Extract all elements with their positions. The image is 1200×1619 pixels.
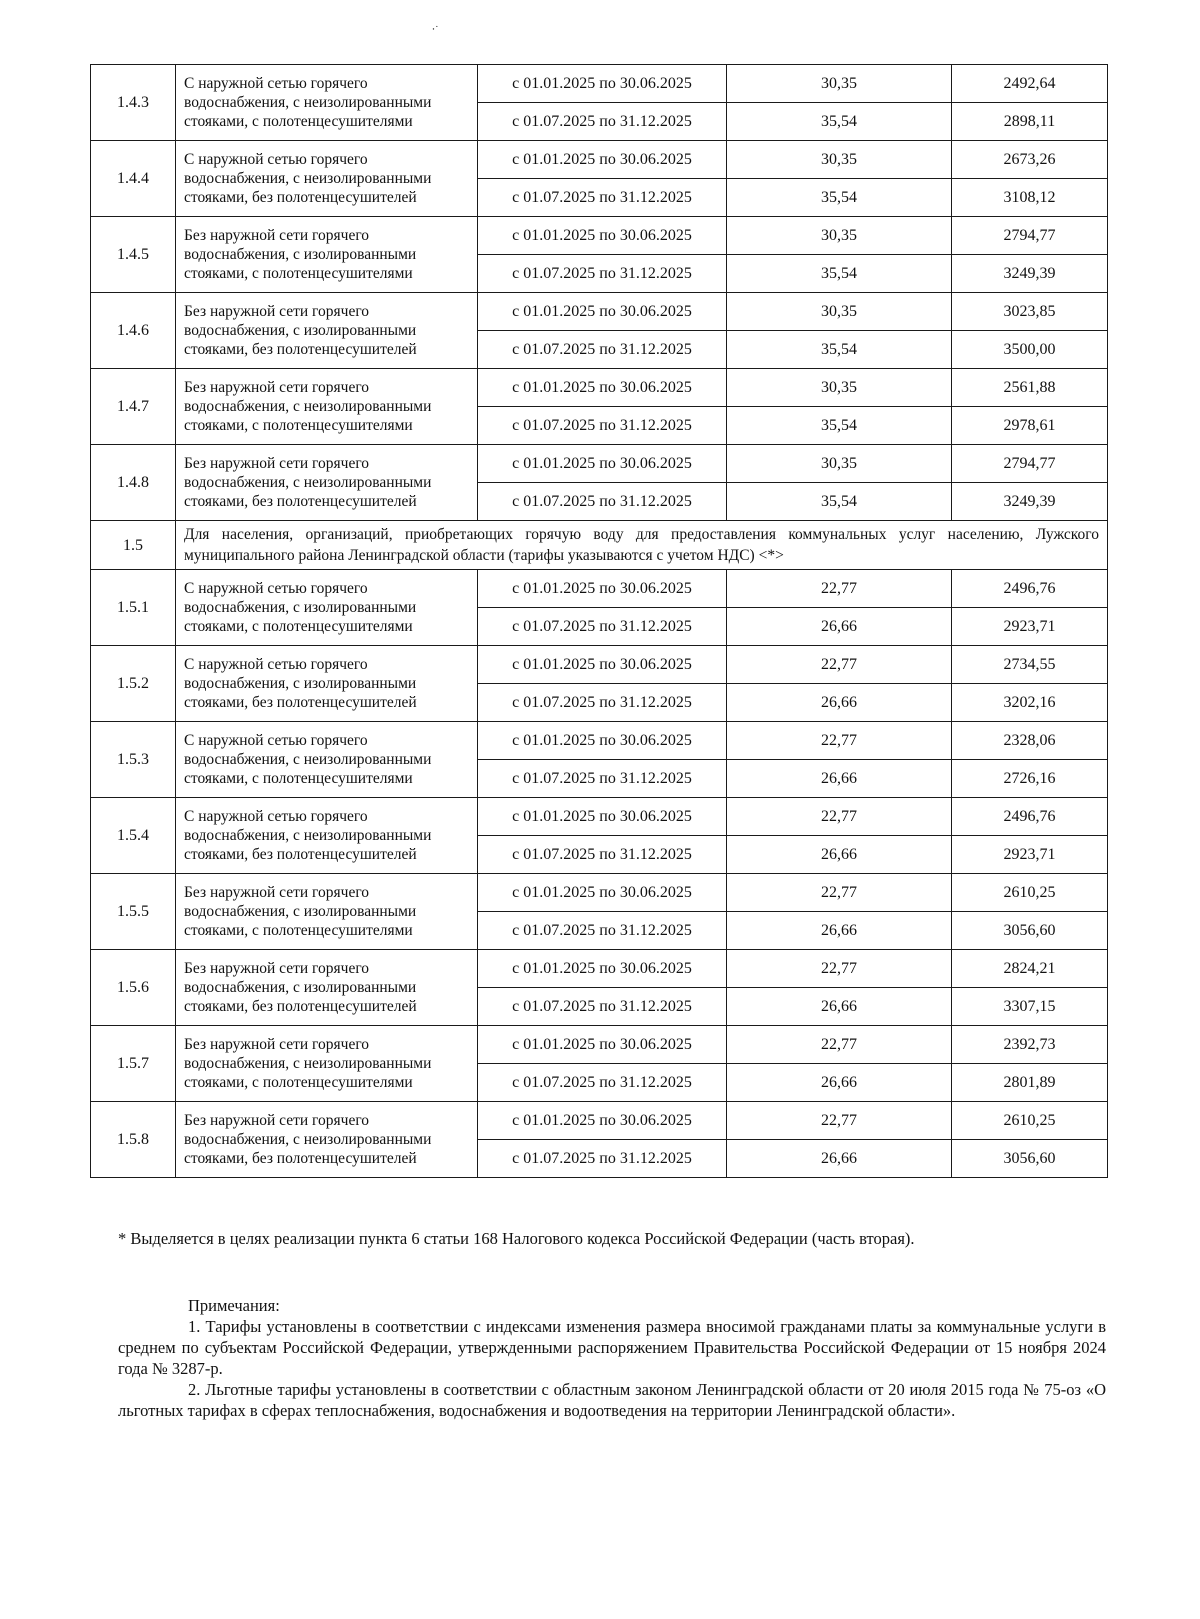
- row-description: Без наружной сети горячего водоснабжения, с изолированными стояками, с полотенцесушителями: [176, 217, 478, 293]
- tariff-value-cell: 22,77: [727, 1102, 952, 1140]
- section-row: [91, 521, 1108, 570]
- row-description: Без наружной сети горячего водоснабжения, с изолированными стояками, с полотенцесушителями: [176, 874, 478, 950]
- tariff-value-cell: 30,35: [727, 369, 952, 407]
- tariff-amount-cell: 2328,06: [952, 722, 1108, 760]
- tariff-value-cell: 30,35: [727, 445, 952, 483]
- row-number: 1.4.8: [91, 445, 176, 521]
- tariff-table: [90, 64, 1108, 1178]
- tariff-value-cell: 26,66: [727, 988, 952, 1026]
- period-cell: с 01.07.2025 по 31.12.2025: [478, 608, 727, 646]
- tariff-value-cell: 26,66: [727, 836, 952, 874]
- row-description: С наружной сетью горячего водоснабжения, с изолированными стояками, с полотенцесушителями: [176, 570, 478, 646]
- tariff-amount-cell: 3108,12: [952, 179, 1108, 217]
- tariff-value-cell: 22,77: [727, 646, 952, 684]
- row-number: 1.4.4: [91, 141, 176, 217]
- period-cell: с 01.07.2025 по 31.12.2025: [478, 988, 727, 1026]
- tariff-value-cell: 26,66: [727, 608, 952, 646]
- tariff-value-cell: 35,54: [727, 331, 952, 369]
- period-cell: с 01.07.2025 по 31.12.2025: [478, 331, 727, 369]
- period-cell: с 01.07.2025 по 31.12.2025: [478, 483, 727, 521]
- scan-mark: ⸱˙: [432, 24, 439, 36]
- period-cell: с 01.07.2025 по 31.12.2025: [478, 255, 727, 293]
- table-row: [91, 369, 1108, 407]
- row-description: С наружной сетью горячего водоснабжения, с неизолированными стояками, с полотенцесушителями: [176, 65, 478, 141]
- tariff-value-cell: 30,35: [727, 141, 952, 179]
- row-number: 1.5.7: [91, 1026, 176, 1102]
- table-row: [91, 722, 1108, 760]
- table-row: [91, 445, 1108, 483]
- tariff-amount-cell: 3249,39: [952, 483, 1108, 521]
- tariff-amount-cell: 2610,25: [952, 874, 1108, 912]
- table-row: [91, 950, 1108, 988]
- period-cell: с 01.01.2025 по 30.06.2025: [478, 874, 727, 912]
- period-cell: с 01.01.2025 по 30.06.2025: [478, 217, 727, 255]
- row-number: 1.5.6: [91, 950, 176, 1026]
- tariff-value-cell: 26,66: [727, 1064, 952, 1102]
- tariff-amount-cell: 2496,76: [952, 570, 1108, 608]
- tariff-amount-cell: 2726,16: [952, 760, 1108, 798]
- notes-block: [118, 1295, 1106, 1421]
- period-cell: с 01.01.2025 по 30.06.2025: [478, 646, 727, 684]
- section-title: Для населения, организаций, приобретающих горячую воду для предоставления коммунальных услуг населению, Лужского муниципального района Ленинградской области (тарифы указываются с учетом НДС) <*>: [176, 521, 1108, 570]
- period-cell: с 01.01.2025 по 30.06.2025: [478, 798, 727, 836]
- tariff-amount-cell: 2561,88: [952, 369, 1108, 407]
- tariff-amount-cell: 3500,00: [952, 331, 1108, 369]
- tariff-value-cell: 35,54: [727, 407, 952, 445]
- notes-heading: Примечания:: [188, 1296, 280, 1315]
- period-cell: с 01.07.2025 по 31.12.2025: [478, 684, 727, 722]
- table-row: [91, 646, 1108, 684]
- tariff-amount-cell: 2801,89: [952, 1064, 1108, 1102]
- period-cell: с 01.01.2025 по 30.06.2025: [478, 65, 727, 103]
- tariff-table-body-1-5: [91, 570, 1108, 1178]
- table-row: [91, 570, 1108, 608]
- tariff-value-cell: 22,77: [727, 950, 952, 988]
- row-number: 1.5.8: [91, 1102, 176, 1178]
- tariff-amount-cell: 2898,11: [952, 103, 1108, 141]
- tariff-amount-cell: 2824,21: [952, 950, 1108, 988]
- table-row: [91, 141, 1108, 179]
- table-row: [91, 798, 1108, 836]
- tariff-value-cell: 22,77: [727, 1026, 952, 1064]
- period-cell: с 01.07.2025 по 31.12.2025: [478, 760, 727, 798]
- tariff-amount-cell: 2610,25: [952, 1102, 1108, 1140]
- tariff-value-cell: 26,66: [727, 684, 952, 722]
- note-item-1: 1. Тарифы установлены в соответствии с индексами изменения размера вносимой гражданами платы за коммунальные услуги в среднем по субъектам Российской Федерации, утвержденными распоряжением Правительства Российской Федерации от 15 ноября 2024 года № 3287-р.: [118, 1317, 1106, 1378]
- tariff-table-body-1-4: [91, 65, 1108, 521]
- row-number: 1.5.1: [91, 570, 176, 646]
- tariff-amount-cell: 2794,77: [952, 445, 1108, 483]
- tariff-value-cell: 26,66: [727, 1140, 952, 1178]
- tariff-amount-cell: 3023,85: [952, 293, 1108, 331]
- period-cell: с 01.01.2025 по 30.06.2025: [478, 445, 727, 483]
- row-number: 1.4.5: [91, 217, 176, 293]
- tariff-amount-cell: 2734,55: [952, 646, 1108, 684]
- row-number: 1.4.7: [91, 369, 176, 445]
- period-cell: с 01.01.2025 по 30.06.2025: [478, 1026, 727, 1064]
- table-row: [91, 1102, 1108, 1140]
- row-description: Без наружной сети горячего водоснабжения, с неизолированными стояками, с полотенцесушителями: [176, 1026, 478, 1102]
- period-cell: с 01.07.2025 по 31.12.2025: [478, 179, 727, 217]
- period-cell: с 01.07.2025 по 31.12.2025: [478, 836, 727, 874]
- tariff-value-cell: 22,77: [727, 570, 952, 608]
- row-description: С наружной сетью горячего водоснабжения, с изолированными стояками, без полотенцесушителей: [176, 646, 478, 722]
- tariff-value-cell: 22,77: [727, 874, 952, 912]
- row-number: 1.5.2: [91, 646, 176, 722]
- period-cell: с 01.07.2025 по 31.12.2025: [478, 1064, 727, 1102]
- row-description: Без наружной сети горячего водоснабжения, с неизолированными стояками, с полотенцесушителями: [176, 369, 478, 445]
- tariff-value-cell: 35,54: [727, 255, 952, 293]
- period-cell: с 01.01.2025 по 30.06.2025: [478, 570, 727, 608]
- row-description: Без наружной сети горячего водоснабжения, с неизолированными стояками, без полотенцесушителей: [176, 445, 478, 521]
- row-description: С наружной сетью горячего водоснабжения, с неизолированными стояками, без полотенцесушителей: [176, 798, 478, 874]
- table-row: [91, 293, 1108, 331]
- tariff-value-cell: 22,77: [727, 798, 952, 836]
- tariff-value-cell: 26,66: [727, 760, 952, 798]
- period-cell: с 01.01.2025 по 30.06.2025: [478, 950, 727, 988]
- section-number: 1.5: [91, 521, 176, 570]
- row-description: С наружной сетью горячего водоснабжения, с неизолированными стояками, без полотенцесушителей: [176, 141, 478, 217]
- tariff-amount-cell: 2496,76: [952, 798, 1108, 836]
- row-number: 1.4.6: [91, 293, 176, 369]
- period-cell: с 01.01.2025 по 30.06.2025: [478, 722, 727, 760]
- tariff-amount-cell: 2492,64: [952, 65, 1108, 103]
- tariff-value-cell: 35,54: [727, 103, 952, 141]
- row-number: 1.5.5: [91, 874, 176, 950]
- period-cell: с 01.01.2025 по 30.06.2025: [478, 1102, 727, 1140]
- table-row: [91, 874, 1108, 912]
- note-item-2: 2. Льготные тарифы установлены в соответствии с областным законом Ленинградской области от 20 июля 2015 года № 75-оз «О льготных тарифах в сферах теплоснабжения, водоснабжения и водоотведения на территории Ленинградской области».: [118, 1380, 1106, 1420]
- row-description: С наружной сетью горячего водоснабжения, с неизолированными стояками, с полотенцесушителями: [176, 722, 478, 798]
- tariff-value-cell: 30,35: [727, 65, 952, 103]
- row-number: 1.4.3: [91, 65, 176, 141]
- tariff-amount-cell: 2673,26: [952, 141, 1108, 179]
- row-description: Без наружной сети горячего водоснабжения, с неизолированными стояками, без полотенцесушителей: [176, 1102, 478, 1178]
- period-cell: с 01.01.2025 по 30.06.2025: [478, 369, 727, 407]
- period-cell: с 01.01.2025 по 30.06.2025: [478, 293, 727, 331]
- period-cell: с 01.01.2025 по 30.06.2025: [478, 141, 727, 179]
- period-cell: с 01.07.2025 по 31.12.2025: [478, 1140, 727, 1178]
- tariff-amount-cell: 2978,61: [952, 407, 1108, 445]
- table-row: [91, 1026, 1108, 1064]
- tariff-amount-cell: 2392,73: [952, 1026, 1108, 1064]
- tariff-amount-cell: 3202,16: [952, 684, 1108, 722]
- tariff-amount-cell: 3307,15: [952, 988, 1108, 1026]
- tariff-amount-cell: 2923,71: [952, 608, 1108, 646]
- tariff-amount-cell: 3056,60: [952, 912, 1108, 950]
- tariff-value-cell: 30,35: [727, 217, 952, 255]
- period-cell: с 01.07.2025 по 31.12.2025: [478, 912, 727, 950]
- tariff-value-cell: 30,35: [727, 293, 952, 331]
- table-row: [91, 217, 1108, 255]
- tariff-value-cell: 22,77: [727, 722, 952, 760]
- tariff-amount-cell: 2923,71: [952, 836, 1108, 874]
- tariff-section-1-5: [91, 521, 1108, 570]
- period-cell: с 01.07.2025 по 31.12.2025: [478, 407, 727, 445]
- tariff-amount-cell: 3249,39: [952, 255, 1108, 293]
- row-number: 1.5.4: [91, 798, 176, 874]
- row-description: Без наружной сети горячего водоснабжения, с изолированными стояками, без полотенцесушителей: [176, 950, 478, 1026]
- tariff-value-cell: 35,54: [727, 179, 952, 217]
- row-number: 1.5.3: [91, 722, 176, 798]
- period-cell: с 01.07.2025 по 31.12.2025: [478, 103, 727, 141]
- table-row: [91, 65, 1108, 103]
- tariff-value-cell: 35,54: [727, 483, 952, 521]
- tariff-amount-cell: 3056,60: [952, 1140, 1108, 1178]
- tariff-value-cell: 26,66: [727, 912, 952, 950]
- footnote: * Выделяется в целях реализации пункта 6 статьи 168 Налогового кодекса Российской Федерации (часть вторая).: [118, 1229, 915, 1248]
- row-description: Без наружной сети горячего водоснабжения, с изолированными стояками, без полотенцесушителей: [176, 293, 478, 369]
- tariff-amount-cell: 2794,77: [952, 217, 1108, 255]
